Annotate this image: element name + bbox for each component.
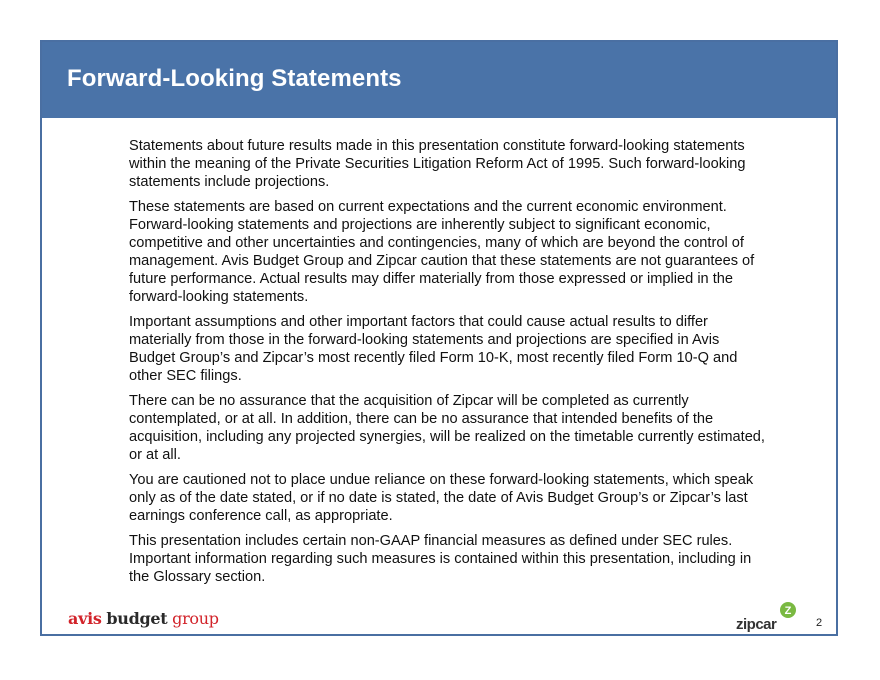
logo-word-avis: avis [68, 609, 102, 628]
logo-word-budget: budget [106, 609, 168, 628]
paragraph-6: This presentation includes certain non-GAAP financial measures as defined under SEC rules. Important information regarding such measures is contained within this presentation, including in the Glossary section. [129, 533, 752, 585]
paragraph-2: These statements are based on current expectations and the current economic environment. Forward-looking statements and projections are inherently subject to significant economic, competitive and other uncertainties and contingencies, many of which are beyond the control of management. Avis Budget Group and Zipcar caution that these statements are not guarantees of future performance. Actual results may differ materially from those expressed or implied in the forward-looking statements. [129, 199, 755, 305]
avis-budget-group-logo [68, 610, 219, 628]
svg-text:Z: Z [784, 605, 792, 617]
paragraph-1: Statements about future results made in this presentation constitute forward-looking statements within the meaning of the Private Securities Litigation Reform Act of 1995. Such forward-looking statements include projections. [129, 138, 746, 190]
zipcar-z-icon [780, 602, 796, 618]
zipcar-wordmark: zipcar [736, 616, 777, 633]
zipcar-logo [736, 602, 796, 634]
slide [40, 40, 838, 636]
logo-word-group: group [172, 609, 219, 628]
title-bar [42, 42, 836, 118]
page-title: Forward-Looking Statements [67, 65, 402, 92]
body-text [129, 137, 769, 593]
paragraph-4: There can be no assurance that the acquisition of Zipcar will be completed as currently contemplated, or at all. In addition, there can be no assurance that intended benefits of the acquisition, including any projected synergies, will be realized on the timetable currently estimated, or at all. [129, 393, 765, 463]
paragraph-5: You are cautioned not to place undue reliance on these forward-looking statements, which speak only as of the date stated, or if no date is stated, the date of Avis Budget Group’s or Zipcar’s last earnings conference call, as appropriate. [129, 472, 754, 524]
paragraph-3: Important assumptions and other important factors that could cause actual results to differ materially from those in the forward-looking statements and projections are specified in Avis Budget Group’s and Zipcar’s most recently filed Form 10-K, most recently filed Form 10-Q and other SEC filings. [129, 314, 738, 384]
page-number: 2 [816, 617, 823, 629]
